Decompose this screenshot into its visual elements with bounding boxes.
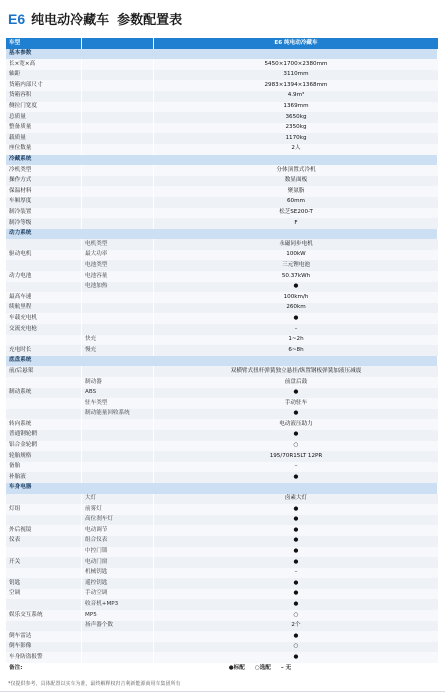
legend (82, 663, 438, 674)
footnote: *仅提供参考，具体配置以实车为准，最终解释权归吉利新能源商用车集团所有 (8, 681, 181, 687)
row-category: 长×宽×高 (6, 59, 82, 70)
row-category (6, 599, 82, 610)
row-value: 2个 (291, 622, 301, 629)
row-value: ○ (293, 442, 299, 449)
table-row (6, 292, 438, 303)
row-item (82, 208, 154, 219)
legend-item: ●标配 (228, 664, 245, 671)
row-category: 最高车速 (6, 292, 82, 303)
row-item (82, 441, 154, 452)
table-header-row (6, 38, 438, 49)
table-row (6, 102, 438, 113)
row-value: ● (293, 548, 299, 554)
table-row (6, 59, 438, 70)
row-category: 保温材料 (6, 186, 82, 197)
row-item (82, 186, 154, 197)
table-row (6, 176, 438, 187)
table-row (6, 366, 438, 377)
row-value: 1~2h (288, 336, 304, 343)
bottom-rule (0, 691, 445, 692)
row-value: ○ (293, 611, 299, 618)
row-item (82, 303, 154, 314)
row-item: 中控门锁 (82, 547, 154, 558)
table-row (6, 568, 438, 579)
row-value: ● (293, 526, 299, 533)
row-category: 制动系统 (6, 388, 82, 399)
row-category: 操作方式 (6, 176, 82, 187)
row-value: – (294, 569, 298, 576)
section-row (6, 155, 438, 166)
table-row (6, 197, 438, 208)
row-value: F (294, 219, 298, 226)
row-item: 遥控钥匙 (82, 578, 154, 589)
row-category: 铝合金轮辋 (6, 441, 82, 452)
table-row (6, 208, 438, 219)
row-value: 1170kg (285, 134, 307, 141)
row-item (82, 197, 154, 208)
row-item: 慢充 (82, 345, 154, 356)
table-row (6, 218, 438, 229)
table-row (6, 112, 438, 123)
row-category: 倒车影像 (6, 642, 82, 653)
legend-item: ○选配 (254, 664, 271, 671)
row-value: ● (293, 590, 299, 597)
table-row (6, 388, 438, 399)
title-subtitle: 参数配置表 (117, 13, 183, 28)
table-row (6, 557, 438, 568)
row-value: ● (293, 314, 299, 321)
row-item: 机械钥匙 (82, 568, 154, 579)
table-row (6, 621, 438, 632)
row-category: 灯组 (6, 504, 82, 515)
table-row (6, 515, 438, 526)
row-value: 松芝SE200-T (279, 209, 313, 215)
row-value: ● (293, 505, 299, 512)
row-category: 补胎液 (6, 472, 82, 483)
row-item: 扬声器个数 (82, 621, 154, 632)
section-title: 车身电器 (6, 483, 438, 494)
row-item: 制动能量回收系统 (82, 409, 154, 420)
table-row (6, 494, 438, 505)
row-value: ● (293, 653, 299, 660)
row-value: ○ (293, 643, 299, 650)
row-item (82, 419, 154, 430)
table-row (6, 165, 438, 176)
row-item: 电池类型 (82, 260, 154, 271)
table-row (6, 70, 438, 81)
row-value: 60mm (286, 198, 306, 205)
row-value: 数显面板 (284, 177, 308, 184)
note-row (6, 663, 438, 674)
row-category: 开关 (6, 557, 82, 568)
row-item: 前雾灯 (82, 504, 154, 515)
row-category: 备胎 (6, 462, 82, 473)
table-row (6, 345, 438, 356)
table-row (6, 377, 438, 388)
row-item (82, 462, 154, 473)
row-category (6, 494, 82, 505)
table-row (6, 430, 438, 441)
row-category: 娱乐交互系统 (6, 610, 82, 621)
row-value: 3650kg (285, 113, 307, 120)
row-item: 组合仪表 (82, 536, 154, 547)
row-category: 货箱内部尺寸 (6, 80, 82, 91)
note-label: 备注: (6, 663, 82, 674)
row-item: 电动门窗 (82, 557, 154, 568)
row-value: – (294, 463, 298, 470)
spec-table (6, 38, 438, 674)
row-value: 2983×1394×1368mm (264, 81, 328, 88)
row-category: 普通钢轮辋 (6, 430, 82, 441)
row-value: ● (293, 431, 299, 438)
table-row (6, 260, 438, 271)
section-title: 基本参数 (6, 49, 438, 60)
row-item (82, 430, 154, 441)
row-item (82, 102, 154, 113)
table-row (6, 419, 438, 430)
table-row (6, 642, 438, 653)
row-category: 车载充电机 (6, 313, 82, 324)
row-item (82, 38, 154, 49)
row-item: 收音机+MP3 (82, 599, 154, 610)
row-item (82, 91, 154, 102)
row-category (6, 398, 82, 409)
row-value: ● (293, 389, 299, 396)
row-category: 充电时长 (6, 345, 82, 356)
row-item (82, 133, 154, 144)
title-text: 纯电动冷藏车 (31, 13, 110, 28)
row-item (82, 144, 154, 155)
table-row (6, 303, 438, 314)
table-row (6, 250, 438, 261)
table-row (6, 324, 438, 335)
row-value: 6~8h (288, 346, 304, 353)
row-value: 5450×1700×2380mm (264, 60, 328, 67)
row-item: 大灯 (82, 494, 154, 505)
row-value: 100kW (286, 251, 306, 258)
table-row (6, 186, 438, 197)
row-value: 卤素大灯 (284, 495, 308, 502)
row-category: 倒车雷达 (6, 631, 82, 642)
row-item: MP5 (82, 610, 154, 621)
row-value: ● (293, 410, 299, 417)
row-category (6, 547, 82, 558)
row-item (82, 165, 154, 176)
table-row (6, 599, 438, 610)
row-item (82, 59, 154, 70)
table-row (6, 536, 438, 547)
row-item: 快充 (82, 335, 154, 346)
row-value: 前盘后鼓 (284, 378, 308, 385)
row-category: 前/后悬架 (6, 366, 82, 377)
row-value: ● (293, 558, 299, 565)
table-row (6, 525, 438, 536)
table-row (6, 91, 438, 102)
row-category: 车厢厚度 (6, 197, 82, 208)
section-title: 底盘系统 (6, 356, 438, 367)
row-value: 100km/h (283, 293, 309, 300)
row-value: 手动驻车 (284, 399, 308, 406)
row-category (6, 377, 82, 388)
row-value: 2350kg (285, 124, 307, 131)
row-value: 2人 (291, 145, 301, 152)
table-row (6, 462, 438, 473)
table-row (6, 578, 438, 589)
row-value: ● (293, 283, 299, 290)
table-row (6, 451, 438, 462)
row-item: 电动调节 (82, 525, 154, 536)
table-row (6, 398, 438, 409)
table-row (6, 239, 438, 250)
table-row (6, 547, 438, 558)
row-item (82, 324, 154, 335)
row-category (6, 568, 82, 579)
row-value: 聚氨脂 (287, 187, 305, 194)
row-value: ● (293, 600, 299, 607)
table-row (6, 144, 438, 155)
row-value: ● (293, 632, 299, 639)
row-category: 交流充电枪 (6, 324, 82, 335)
row-item: 最大功率 (82, 250, 154, 261)
section-row (6, 229, 438, 240)
row-value: 三元锂电池 (282, 261, 310, 268)
row-value: ● (293, 473, 299, 480)
row-category: 轮胎规格 (6, 451, 82, 462)
table-row (6, 133, 438, 144)
table-row (6, 313, 438, 324)
row-value: 分体顶置式冷机 (276, 166, 316, 173)
row-item: 制动器 (82, 377, 154, 388)
row-value: 50.37kWh (281, 272, 311, 279)
row-category: 车身防盗报警 (6, 652, 82, 663)
row-category (6, 621, 82, 632)
row-item: 电池加热 (82, 282, 154, 293)
row-category: 续航里程 (6, 303, 82, 314)
table-row (6, 123, 438, 134)
row-category: 货箱容积 (6, 91, 82, 102)
row-category: 空调 (6, 589, 82, 600)
row-value: E6 纯电动冷藏车 (274, 39, 318, 46)
row-category (6, 409, 82, 420)
row-category: 冷机类型 (6, 165, 82, 176)
row-category: 整备质量 (6, 123, 82, 134)
row-category: 动力电池 (6, 271, 82, 282)
row-item (82, 80, 154, 91)
table-row (6, 409, 438, 420)
row-category (6, 282, 82, 293)
row-item (82, 451, 154, 462)
row-item (82, 112, 154, 123)
row-item (82, 366, 154, 377)
row-category: 座位数量 (6, 144, 82, 155)
table-row (6, 652, 438, 663)
row-category: 侧拉门宽度 (6, 102, 82, 113)
row-item: 电机类型 (82, 239, 154, 250)
row-value: 永磁同步电机 (279, 240, 313, 247)
section-title: 冷藏系统 (6, 155, 438, 166)
row-item: 驻车类型 (82, 398, 154, 409)
row-category (6, 515, 82, 526)
row-value: ● (293, 579, 299, 586)
row-category: 钥匙 (6, 578, 82, 589)
row-category: 车型 (6, 38, 82, 49)
row-category (6, 239, 82, 250)
row-category: 制冷装置 (6, 208, 82, 219)
row-value: ● (293, 516, 299, 523)
row-value: 195/70R15LT 12PR (269, 452, 323, 459)
legend-item: – 无 (280, 664, 292, 671)
row-item (82, 292, 154, 303)
row-item (82, 176, 154, 187)
row-item: 电池容量 (82, 271, 154, 282)
table-row (6, 472, 438, 483)
row-category (6, 260, 82, 271)
row-value: 260km (286, 304, 306, 311)
table-row (6, 631, 438, 642)
row-category: 转向系统 (6, 419, 82, 430)
row-category (6, 335, 82, 346)
table-row (6, 589, 438, 600)
row-value: 双横臂式扭杆弹簧独立悬挂/纵置钢板弹簧加液压减震 (230, 367, 362, 374)
row-item (82, 218, 154, 229)
section-row (6, 49, 438, 60)
row-item (82, 123, 154, 134)
section-row (6, 483, 438, 494)
row-item (82, 652, 154, 663)
row-category: 总质量 (6, 112, 82, 123)
row-category: 制冷等级 (6, 218, 82, 229)
row-value: 1369mm (283, 103, 309, 110)
section-title: 动力系统 (6, 229, 438, 240)
row-item (82, 70, 154, 81)
row-value: – (294, 325, 298, 332)
row-value: 4.9m³ (287, 92, 305, 99)
document-title (8, 9, 182, 29)
table-row (6, 80, 438, 91)
row-item (82, 642, 154, 653)
row-item (82, 472, 154, 483)
row-item: 手动空调 (82, 589, 154, 600)
row-category: 轴距 (6, 70, 82, 81)
row-category: 外后视镜 (6, 525, 82, 536)
table-row (6, 335, 438, 346)
row-category: 仪表 (6, 536, 82, 547)
table-row (6, 282, 438, 293)
row-item: 高位刹车灯 (82, 515, 154, 526)
table-row (6, 271, 438, 282)
table-row (6, 504, 438, 515)
table-row (6, 610, 438, 621)
row-item (82, 631, 154, 642)
table-row (6, 441, 438, 452)
row-item: ABS (82, 388, 154, 399)
row-value: 3110mm (283, 71, 309, 78)
section-row (6, 356, 438, 367)
row-category: 载质量 (6, 133, 82, 144)
row-value: 电动液压助力 (279, 420, 313, 427)
model-name: E6 (8, 11, 26, 27)
row-category: 驱动电机 (6, 250, 82, 261)
row-item (82, 313, 154, 324)
row-value: ● (293, 537, 299, 544)
